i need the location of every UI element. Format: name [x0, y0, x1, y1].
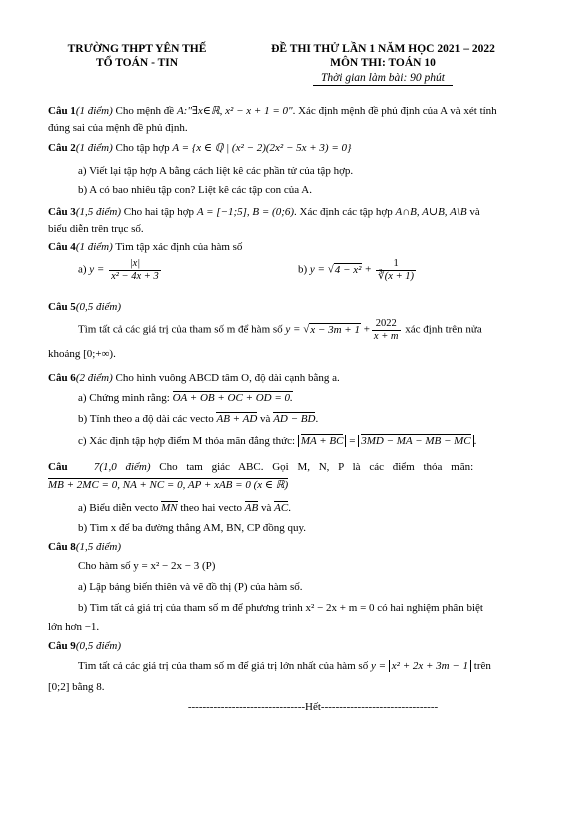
q6-c-lhs: MA + BC — [300, 435, 344, 447]
q5-fraction — [372, 318, 401, 342]
q6-part-a — [78, 391, 548, 406]
q8-points: (1,5 điểm) — [75, 541, 122, 553]
q6-part-c — [78, 434, 548, 449]
q6-line-1 — [48, 371, 548, 386]
q6-b-and: và — [257, 413, 274, 425]
q7-points: (1,0 điểm) — [99, 461, 151, 473]
q6-points: (2 điểm) — [75, 372, 113, 384]
q4-a-label: a) — [78, 263, 87, 276]
q4-part-b: b) y = √4 − x² + $\frac{1}{∛(x + 1)}$ — [298, 258, 415, 282]
q2-line-1 — [48, 141, 548, 156]
q1-text: Cho mệnh đề — [112, 105, 177, 117]
q6-a-text: a) Chứng minh rằng: — [78, 392, 173, 404]
q8-part-a: a) Lập bảng biến thiên và vẽ đồ thị (P) của hàm số. — [78, 581, 303, 593]
q4-label: Câu 4 — [48, 241, 76, 253]
q3-text-c: và — [466, 206, 480, 218]
q7-label-num: 7 — [93, 461, 100, 473]
q5-plus: + — [363, 323, 370, 336]
q9-text-b: trên — [471, 660, 491, 672]
q1-formula: A:"∃x∈ℝ, x² − x + 1 = 0" — [176, 105, 293, 117]
q2-part-a: a) Viết lại tập hợp A bằng cách liệt kê các phần tử của tập hợp. — [78, 165, 354, 177]
q6-c-end: . — [473, 435, 477, 447]
exam-header — [258, 42, 508, 86]
q4-b-den: ∛(x + 1) — [378, 270, 415, 282]
q5-radicand: x − 3m + 1 — [310, 323, 360, 336]
q6-c-eq: = — [346, 435, 359, 447]
q2-label: Câu 2 — [48, 142, 76, 154]
q4-text: Tìm tập xác định của hàm số — [112, 241, 243, 253]
q5-line-3 — [48, 347, 548, 362]
q1-label: Câu 1 — [48, 105, 76, 117]
q3-line-2: biểu diễn trên trục số. — [48, 223, 144, 235]
q4-part-a — [78, 258, 278, 282]
q6-b-vector-1: AB + AD — [216, 413, 258, 425]
q3-text-b: . Xác định các tập hợp — [294, 206, 396, 218]
q9-abs: x² + 2x + 3m − 1 — [389, 660, 471, 672]
q4-a-num: |x| — [109, 258, 161, 271]
q9-interval: [0;2] — [48, 681, 70, 693]
q6-c-text: c) Xác định tập hợp điểm M thỏa mãn đẳng thức: — [78, 435, 298, 447]
q7-line-1 — [48, 460, 548, 475]
q6-b-end: . — [315, 413, 319, 425]
q3-text-a: Cho hai tập hợp — [121, 206, 197, 218]
q1-text-b: . Xác định mệnh đề phủ định của A và xét tính — [292, 105, 497, 117]
q8-line-1 — [48, 540, 548, 555]
q4-a-fraction — [109, 258, 161, 282]
department-name: TỔ TOÁN - TIN — [95, 57, 179, 70]
q9-lhs: y = — [370, 660, 387, 672]
q5-text-a: Tìm tất cả các giá trị của tham số m để hàm số — [78, 323, 286, 336]
end-marker: --------------------------------Hết-------------------------------- — [187, 701, 439, 713]
q3-label: Câu 3 — [48, 206, 76, 218]
q5-lhs: y = — [285, 323, 301, 336]
school-header — [48, 42, 226, 71]
q3-line-1 — [48, 205, 548, 220]
q2-formula: A = {x ∈ ℚ | (x² − 2)(2x² − 5x + 3) = 0} — [172, 142, 352, 154]
q6-text: Cho hình vuông ABCD tâm O, độ dài cạnh bằng a. — [112, 372, 340, 384]
q9-text-c: bằng 8. — [69, 681, 105, 693]
q9-text-a: Tìm tất cả các giá trị của tham số m để giá trị lớn nhất của hàm số — [78, 660, 371, 672]
q3-points: (1,5 điểm) — [75, 206, 122, 218]
q2-part-b: b) A có bao nhiêu tập con? Liệt kê các tập con của A. — [78, 184, 312, 196]
q5-text-d: . — [113, 348, 116, 360]
q4-a-den: x² − 4x + 3 — [111, 270, 159, 282]
q9-line-1 — [48, 639, 548, 654]
q5-line-2: Tìm tất cả các giá trị của tham số m để hàm số y = √x − 3m + 1 + $\frac{2022}{x + m}$ xác định trên nửa — [78, 318, 482, 342]
q7-a-vector-ab: AB — [244, 502, 259, 514]
q6-b-text: b) Tính theo a độ dài các vecto — [78, 413, 217, 425]
q1-line-2: đúng sai của mệnh đề phủ định. — [48, 122, 188, 134]
q3-ops: A∩B, A∪B, A\B — [395, 206, 467, 218]
q7-conditions — [48, 478, 548, 493]
q5-text-c: khoảng — [48, 348, 84, 360]
subject: MÔN THI: TOÁN 10 — [330, 57, 436, 70]
q7-label: Câu — [48, 461, 68, 473]
q7-conditions-formula: MB + 2MC = 0, NA + NC = 0, AP + xAB = 0 (x ∈ ℝ) — [48, 479, 289, 491]
q7-a-and: và — [258, 502, 275, 514]
q6-label: Câu 6 — [48, 372, 76, 384]
q5-label: Câu 5 — [48, 301, 76, 313]
q8-part-b-cont: lớn hơn −1. — [48, 621, 100, 633]
q8-label: Câu 8 — [48, 541, 76, 553]
q5-points: (0,5 điểm) — [75, 301, 122, 313]
q4-b-plus: + — [365, 263, 372, 276]
q4-b-radicand: 4 − x² — [334, 263, 362, 276]
school-name: TRƯỜNG THPT YÊN THẾ — [67, 43, 207, 55]
q7-a-text: a) Biểu diễn vecto — [78, 502, 162, 514]
q7-a-end: . — [288, 502, 291, 514]
q4-b-label: b) — [298, 263, 308, 276]
q7-part-b: b) Tìm x để ba đường thẳng AM, BN, CP đồng quy. — [78, 522, 307, 534]
q7-text: Cho tam giác ABC. Gọi M, N, P là các điểm thỏa mãn: — [150, 461, 474, 473]
q5-line-1 — [48, 300, 548, 315]
q4-line-1 — [48, 240, 548, 255]
q4-b-fraction — [376, 258, 416, 282]
q5-interval: [0;+∞) — [83, 348, 114, 360]
q9-points: (0,5 điểm) — [75, 640, 122, 652]
exam-time: Thời gian làm bài: 90 phút — [313, 71, 453, 86]
q4-points: (1 điểm) — [75, 241, 113, 253]
q6-b-vector-2: AD − BD — [273, 413, 316, 425]
q7-part-a — [78, 501, 548, 516]
q8-part-b: b) Tìm tất cả giá trị của tham số m để phương trình x² − 2x + m = 0 có hai nghiệm phân biệt — [78, 602, 483, 614]
q6-c-rhs: 3MD − MA − MB − MC — [361, 435, 471, 447]
q7-a-mid: theo hai vecto — [177, 502, 245, 514]
q4-b-num: 1 — [376, 258, 416, 271]
q2-points: (1 điểm) — [75, 142, 113, 154]
q9-line-3 — [48, 680, 548, 695]
q7-a-vector-ac: AC — [274, 502, 289, 514]
q5-text-b: xác định trên nửa — [402, 323, 482, 336]
q6-part-b — [78, 412, 548, 427]
q9-line-2 — [78, 659, 548, 674]
q1-points: (1 điểm) — [75, 105, 113, 117]
q7-a-vector-mn: MN — [161, 502, 178, 514]
q3-sets: A = [−1;5], B = (0;6) — [196, 206, 295, 218]
q2-text: Cho tập hợp — [112, 142, 173, 154]
exam-title: ĐỀ THI THỬ LẦN 1 NĂM HỌC 2021 – 2022 — [271, 43, 495, 55]
q9-label: Câu 9 — [48, 640, 76, 652]
q1-line-1 — [48, 104, 548, 119]
q6-a-formula: OA + OB + OC + OD = 0. — [172, 392, 293, 404]
q4-a-lhs: y = — [89, 263, 105, 276]
q5-num: 2022 — [372, 318, 401, 331]
q4-b-lhs: y = — [309, 263, 325, 276]
q5-den: x + m — [373, 330, 399, 342]
q8-text: Cho hàm số y = x² − 2x − 3 (P) — [78, 560, 216, 572]
